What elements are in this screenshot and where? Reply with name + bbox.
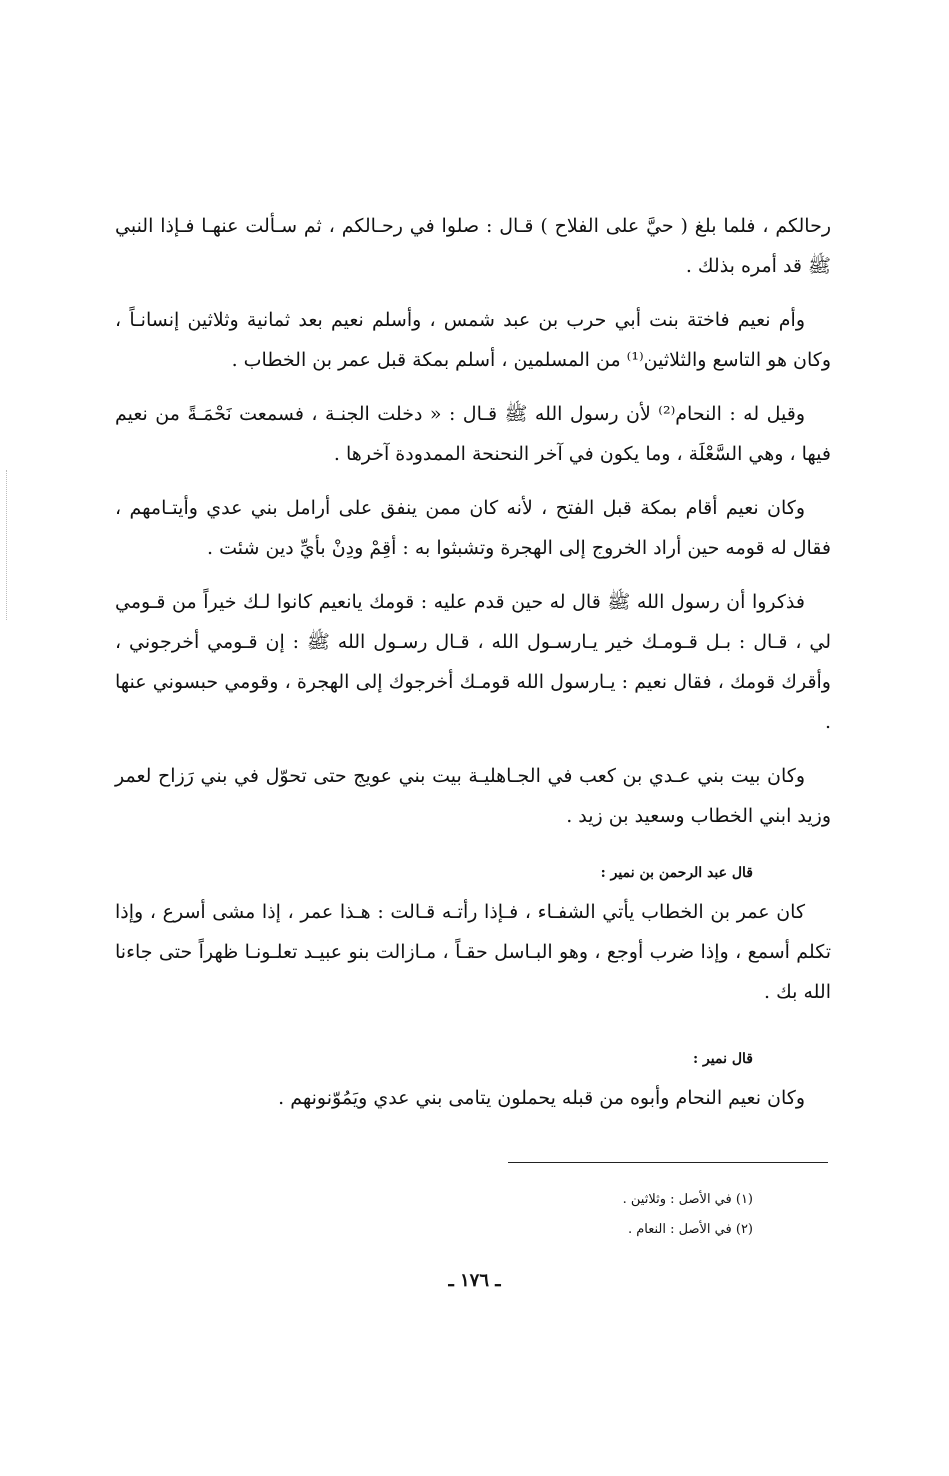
numayr-paragraph: وكان نعيم النحام وأبوه من قبله يحملون يتامى بني عدي ويَمُوّنونهم .	[278, 1087, 805, 1109]
footnote-divider	[508, 1162, 828, 1163]
section-heading-ibn-numayr: قال عبد الرحمن بن نمير :	[600, 865, 753, 881]
paragraph-4: وكان نعيم أقام بمكة قبل الفتح ، لأنه كان ممن ينفق على أرامل بني عدي وأيتـامهم ، فقال له قومه حين أراد الخروج إلى الهجرة وتشبثوا به : أقِمْ ودِنْ بأيِّ دين شئت .	[115, 497, 831, 559]
page-number: ـ ١٧٦ ـ	[448, 1270, 501, 1291]
footnote-1: (١) في الأصل : وثلاثين .	[622, 1192, 753, 1207]
section-text-ibn-numayr	[115, 892, 831, 1012]
paragraph-5: فذكروا أن رسول الله ﷺ قال له حين قدم عليه : قومك يانعيم كانوا لـك خيراً من قـومي لي ، قـال : بـل قـومـك خير يـارسـول الله ، قـال رسـول الله ﷺ : إن قـومي أخرجوني ، وأقرك قومك ، فقال نعيم : يـارسول الله قومـك أخرجوك إلى الهجرة ، وقومي حبسوني عنها .	[115, 591, 831, 733]
footnote-2: (٢) في الأصل : النعام .	[627, 1222, 753, 1237]
paragraph-2: وأم نعيم فاختة بنت أبي حرب بن عبد شمس ، وأسلم نعيم بعد ثمانية وثلاثين إنسانـاً ، وكان هو التاسع والثلاثين⁽¹⁾ من المسلمين ، أسلم بمكة قبل عمر بن الخطاب .	[115, 309, 831, 371]
quote-paragraph: كان عمر بن الخطاب يأتي الشفـاء ، فـإذا رأتـه قـالت : هـذا عمر ، إذا مشى أسرع ، وإذا تكلم أسمع ، وإذا ضرب أوجع ، وهو البـاسل حقـاً ، مـازالت بنو عبيـد تعلـونـا ظهراً حتى جاءنا الله بك .	[115, 901, 831, 1003]
scan-margin-mark	[6, 470, 9, 620]
main-text	[115, 206, 831, 836]
section-text-numayr	[115, 1078, 831, 1118]
paragraph-3: وقيل له : النحام⁽²⁾ لأن رسول الله ﷺ قـال : « دخلت الجنـة ، فسمعت نَحْمَـةً من نعيم فيها ، وهي السَّعْلَة ، وما يكون في آخر النحنحة الممدودة آخرها .	[115, 403, 831, 465]
section-heading-numayr: قال نمير :	[693, 1051, 753, 1067]
paragraph-1: رحالكم ، فلما بلغ ( حيَّ على الفلاح ) قـال : صلوا في رحـالكم ، ثم سـألت عنهـا فـإذا النبي ﷺ قد أمره بذلك .	[115, 215, 831, 277]
paragraph-6: وكان بيت بني عـدي بن كعب في الجـاهليـة بيت بني عويج حتى تحوّل في بني رَزاح لعمر وزيد ابني الخطاب وسعيد بن زيد .	[115, 765, 831, 827]
